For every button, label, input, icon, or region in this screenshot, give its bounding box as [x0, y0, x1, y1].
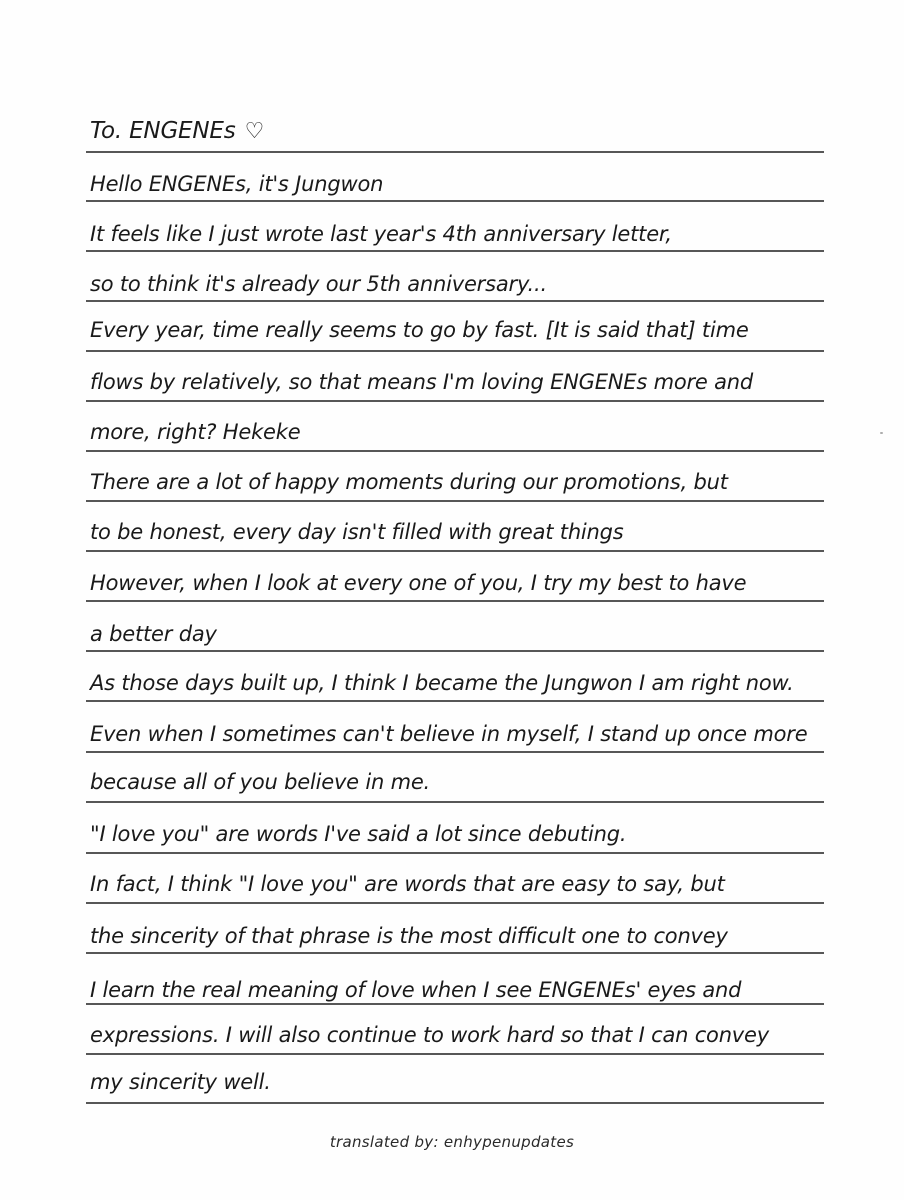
ruled-line — [86, 500, 824, 502]
ruled-line — [86, 1102, 824, 1104]
letter-line: I learn the real meaning of love when I see ENGENEs' eyes and — [90, 978, 742, 1002]
letter-line: the sincerity of that phrase is the most difficult one to convey — [90, 924, 728, 948]
heart-icon: ♡ — [244, 119, 265, 144]
letter-line: to be honest, every day isn't filled with great things — [90, 520, 624, 544]
ruled-line — [86, 902, 824, 904]
letter-line: expressions. I will also continue to work hard so that I can convey — [90, 1023, 769, 1047]
ruled-line — [86, 200, 824, 202]
letter-line: However, when I look at every one of you, I try my best to have — [90, 571, 747, 595]
letter-line: because all of you believe in me. — [90, 770, 431, 794]
paper-speck — [880, 432, 883, 434]
ruled-line — [86, 1053, 824, 1055]
ruled-line — [86, 450, 824, 452]
letter-line: so to think it's already our 5th anniversary... — [90, 272, 547, 296]
letter-line: a better day — [90, 622, 217, 646]
letter-line: Hello ENGENEs, it's Jungwon — [90, 172, 384, 196]
ruled-line — [86, 350, 824, 352]
letter-title-text: To. ENGENEs — [90, 118, 236, 144]
ruled-line — [86, 250, 824, 252]
translation-credit: translated by: enhypenupdates — [329, 1133, 575, 1151]
ruled-line — [86, 700, 824, 702]
ruled-line — [86, 1003, 824, 1005]
letter-line: more, right? Hekeke — [90, 420, 301, 444]
letter-title — [90, 120, 264, 143]
letter-line: flows by relatively, so that means I'm loving ENGENEs more and — [90, 370, 754, 394]
ruled-line — [86, 801, 824, 803]
letter-line: As those days built up, I think I became the Jungwon I am right now. — [90, 671, 794, 695]
ruled-line — [86, 952, 824, 954]
letter-line: "I love you" are words I've said a lot since debuting. — [90, 822, 627, 846]
ruled-line — [86, 600, 824, 602]
ruled-line — [86, 751, 824, 753]
ruled-line — [86, 550, 824, 552]
letter-line: Every year, time really seems to go by fast. [It is said that] time — [90, 318, 749, 342]
letter-line: It feels like I just wrote last year's 4th anniversary letter, — [90, 222, 672, 246]
letter-line: In fact, I think "I love you" are words that are easy to say, but — [90, 872, 725, 896]
letter-line: my sincerity well. — [90, 1070, 271, 1094]
ruled-line — [86, 300, 824, 302]
ruled-line — [86, 650, 824, 652]
ruled-line — [86, 151, 824, 153]
letter-line: There are a lot of happy moments during our promotions, but — [90, 470, 728, 494]
ruled-line — [86, 852, 824, 854]
ruled-letter — [86, 0, 824, 1200]
letter-line: Even when I sometimes can't believe in myself, I stand up once more — [90, 722, 808, 746]
ruled-line — [86, 400, 824, 402]
